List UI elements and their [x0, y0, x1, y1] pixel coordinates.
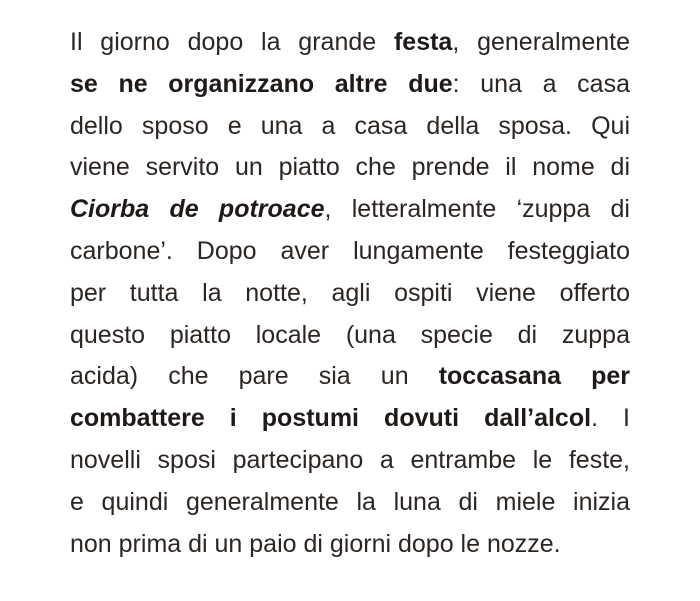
line-text: Il giorno dopo la grande	[70, 28, 394, 56]
line-text: acida) che pare sia un	[70, 362, 439, 391]
paragraph-line-2	[70, 64, 630, 106]
bold-text-organizzano: se ne organizzano altre due	[70, 69, 453, 98]
paragraph-line-11: novelli sposi partecipano a entrambe le feste,	[70, 445, 630, 474]
article-paragraph	[70, 22, 630, 565]
paragraph-line-13: non prima di un paio di giorni dopo le nozze.	[70, 529, 561, 558]
paragraph-line-1	[70, 22, 630, 64]
line-text: : una a casa	[452, 69, 630, 98]
paragraph-line-6: carbone’. Dopo aver lungamente festeggiato	[70, 236, 630, 265]
paragraph-line-4: viene servito un piatto che prende il nome di	[70, 153, 630, 182]
paragraph-line-12: e quindi generalmente la luna di miele inizia	[70, 487, 630, 516]
paragraph-line-9	[70, 356, 630, 398]
line-text: , generalmente	[452, 28, 630, 56]
bold-text-toccasana: toccasana per	[438, 362, 630, 391]
line-text: . I	[591, 404, 630, 433]
line-text: , letteralmente ‘zuppa di	[324, 195, 630, 224]
paragraph-line-7: per tutta la notte, agli ospiti viene offerto	[70, 278, 630, 307]
paragraph-line-3: dello sposo e una a casa della sposa. Qui	[70, 111, 630, 140]
paragraph-line-10	[70, 398, 630, 440]
bold-text-postumi: combattere i postumi dovuti dall’alcol	[70, 404, 592, 433]
paragraph-line-5	[70, 189, 630, 231]
bold-italic-dish-name	[70, 195, 325, 223]
bold-text-festa: festa	[393, 28, 453, 56]
paragraph-line-8: questo piatto locale (una specie di zuppa	[70, 320, 630, 349]
dish-name: Ciorba de potroace	[70, 195, 325, 224]
